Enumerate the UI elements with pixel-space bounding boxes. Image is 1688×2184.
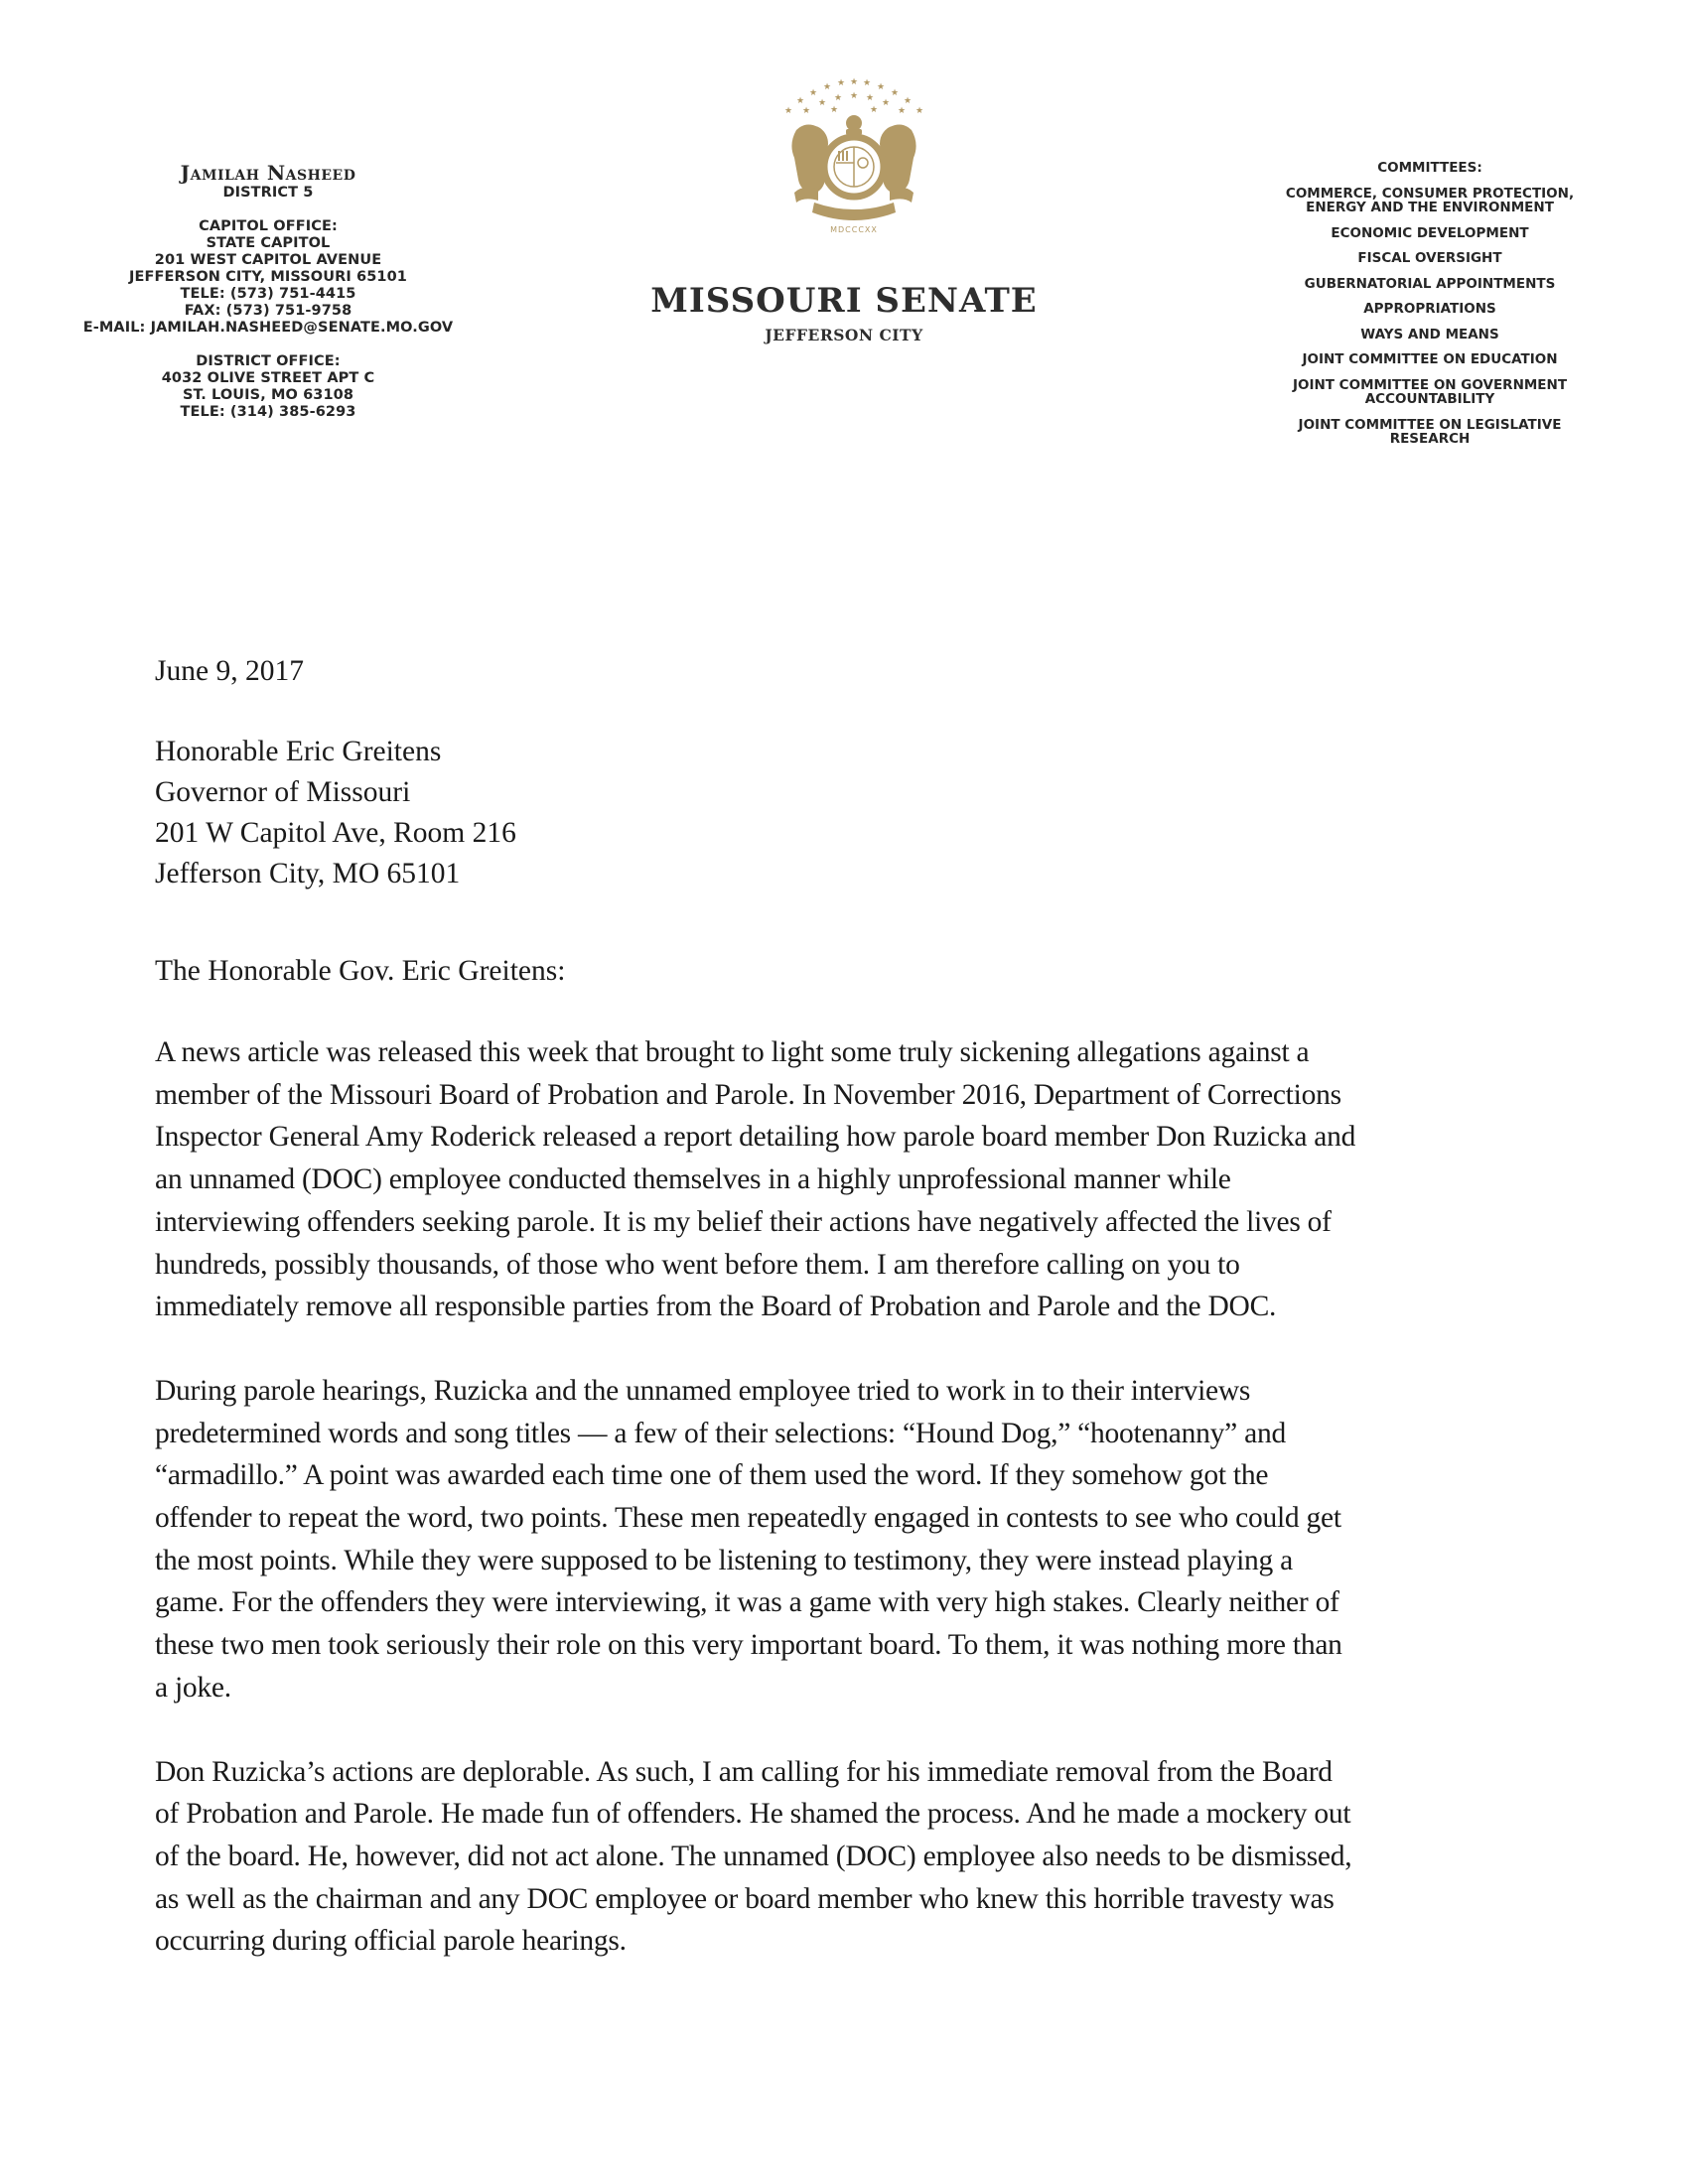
paragraph-line: as well as the chairman and any DOC employee or board member who knew this horrible travesty was xyxy=(155,1882,1335,1915)
senator-district: DISTRICT 5 xyxy=(222,185,314,201)
district-office-line: 4032 OLIVE STREET APT C xyxy=(161,370,375,386)
senator-email: E-MAIL: JAMILAH.NASHEED@SENATE.MO.GOV xyxy=(82,320,454,336)
paragraph-1 xyxy=(155,1031,1545,1328)
committee-item: APPROPRIATIONS xyxy=(1363,301,1496,317)
svg-text:★: ★ xyxy=(881,98,891,108)
svg-text:★: ★ xyxy=(876,82,886,92)
svg-text:★: ★ xyxy=(914,106,924,116)
paragraph-line: of Probation and Parole. He made fun of offenders. He shamed the process. And he made a mockery out xyxy=(155,1798,1351,1831)
capitol-office-line: 201 WEST CAPITOL AVENUE xyxy=(154,252,382,268)
svg-text:★: ★ xyxy=(801,106,811,116)
recipient-title: Governor of Missouri xyxy=(155,776,411,808)
svg-text:★: ★ xyxy=(808,88,818,98)
paragraph-line: immediately remove all responsible parties from the Board of Probation and Parole and the DOC. xyxy=(155,1291,1277,1323)
svg-text:★: ★ xyxy=(836,78,846,88)
committee-item: ECONOMIC DEVELOPMENT xyxy=(1331,224,1529,241)
capitol-office-fax: FAX: (573) 751-9758 xyxy=(184,303,352,319)
paragraph-line: the most points. While they were supposed to be listening to testimony, they were instead playing a xyxy=(155,1544,1294,1576)
svg-text:★: ★ xyxy=(865,93,875,103)
svg-text:★: ★ xyxy=(849,91,859,101)
committee-line: ENERGY AND THE ENVIRONMENT xyxy=(1306,200,1554,215)
committee-line: JOINT COMMITTEE ON LEGISLATIVE xyxy=(1298,416,1562,433)
paragraph-line: A news article was released this week that brought to light some truly sickening allegations against a xyxy=(155,1036,1310,1068)
committee-item: GUBERNATORIAL APPOINTMENTS xyxy=(1304,275,1556,292)
paragraph-line: predetermined words and song titles — a few of their selections: “Hound Dog,” “hootenanny” and xyxy=(155,1417,1286,1449)
svg-text:★: ★ xyxy=(897,106,907,116)
svg-text:★: ★ xyxy=(822,82,832,92)
committee-item: FISCAL OVERSIGHT xyxy=(1357,250,1502,266)
recipient-city: Jefferson City, MO 65101 xyxy=(155,858,461,889)
svg-text:MDCCCXX: MDCCCXX xyxy=(830,225,878,234)
paragraph-line: a joke. xyxy=(155,1671,231,1704)
letterhead-title: MISSOURI SENATE xyxy=(650,281,1038,321)
committee-line: RESEARCH xyxy=(1389,431,1471,447)
svg-text:★: ★ xyxy=(795,96,805,106)
paragraph-line: During parole hearings, Ruzicka and the unnamed employee tried to work in to their interviews xyxy=(155,1374,1251,1407)
paragraph-line: “armadillo.” A point was awarded each time one of them used the word. If they somehow got the xyxy=(155,1459,1269,1492)
svg-text:★: ★ xyxy=(849,77,859,87)
recipient-address xyxy=(155,732,1545,894)
svg-text:★: ★ xyxy=(817,98,827,108)
paragraph-3 xyxy=(155,1751,1545,1964)
committee-item: JOINT COMMITTEE ON EDUCATION xyxy=(1302,351,1558,367)
senator-name: Jamilah Nasheed xyxy=(180,161,356,185)
svg-text:★: ★ xyxy=(829,105,839,115)
paragraph-line: occurring during official parole hearings. xyxy=(155,1925,627,1958)
paragraph-line: interviewing offenders seeking parole. It is my belief their actions have negatively affected the lives of xyxy=(155,1205,1332,1238)
committees-block xyxy=(1221,161,1638,458)
committee-line: ACCOUNTABILITY xyxy=(1364,391,1495,407)
committee-item xyxy=(1221,187,1638,215)
svg-text:★: ★ xyxy=(862,78,872,88)
paragraph-line: game. For the offenders they were interviewing, it was a game with very high stakes. Clearly neither of xyxy=(155,1586,1339,1619)
svg-text:★: ★ xyxy=(833,93,843,103)
letter-body xyxy=(155,650,1545,1963)
letterhead-subtitle: JEFFERSON CITY xyxy=(765,326,923,344)
paragraph-line: member of the Missouri Board of Probation and Parole. In November 2016, Department of Corrections xyxy=(155,1078,1341,1111)
paragraph-line: of the board. He, however, did not act alone. The unnamed (DOC) employee also needs to be dismissed, xyxy=(155,1840,1352,1872)
paragraph-line: an unnamed (DOC) employee conducted themselves in a highly unprofessional manner while xyxy=(155,1163,1231,1196)
committee-item xyxy=(1221,418,1638,447)
senator-contact-block xyxy=(50,161,487,421)
paragraph-line: Don Ruzicka’s actions are deplorable. As such, I am calling for his immediate removal from the Board xyxy=(155,1755,1333,1788)
svg-text:★: ★ xyxy=(869,105,879,115)
salutation: The Honorable Gov. Eric Greitens: xyxy=(155,955,566,987)
recipient-street: 201 W Capitol Ave, Room 216 xyxy=(155,817,516,849)
committee-line: JOINT COMMITTEE ON GOVERNMENT xyxy=(1292,376,1568,393)
capitol-office-heading: CAPITOL OFFICE: xyxy=(199,218,338,234)
capitol-office-line: STATE CAPITOL xyxy=(206,235,331,251)
paragraph-2 xyxy=(155,1370,1545,1709)
svg-text:★: ★ xyxy=(783,106,793,116)
svg-text:★: ★ xyxy=(890,88,900,98)
capitol-office-phone: TELE: (573) 751-4415 xyxy=(180,286,356,302)
district-office-phone: TELE: (314) 385-6293 xyxy=(180,404,356,420)
paragraph-line: offender to repeat the word, two points. These men repeatedly engaged in contests to see who could get xyxy=(155,1502,1341,1535)
committee-line: COMMERCE, CONSUMER PROTECTION, xyxy=(1285,185,1575,202)
missouri-state-seal-icon xyxy=(774,75,933,244)
committees-heading: COMMITTEES: xyxy=(1377,160,1482,176)
district-office-line: ST. LOUIS, MO 63108 xyxy=(182,387,354,403)
capitol-office-line: JEFFERSON CITY, MISSOURI 65101 xyxy=(129,269,407,285)
paragraph-line: Inspector General Amy Roderick released a report detailing how parole board member Don Ruzicka and xyxy=(155,1121,1356,1154)
committee-item xyxy=(1221,378,1638,407)
district-office-heading: DISTRICT OFFICE: xyxy=(196,353,341,369)
paragraph-line: these two men took seriously their role on this very important board. To them, it was nothing more than xyxy=(155,1629,1342,1662)
letter-date: June 9, 2017 xyxy=(155,655,304,687)
recipient-name: Honorable Eric Greitens xyxy=(155,736,442,767)
committee-item: WAYS AND MEANS xyxy=(1360,326,1499,342)
paragraph-line: hundreds, possibly thousands, of those who went before them. I am therefore calling on you to xyxy=(155,1248,1240,1281)
svg-text:★: ★ xyxy=(903,96,913,106)
